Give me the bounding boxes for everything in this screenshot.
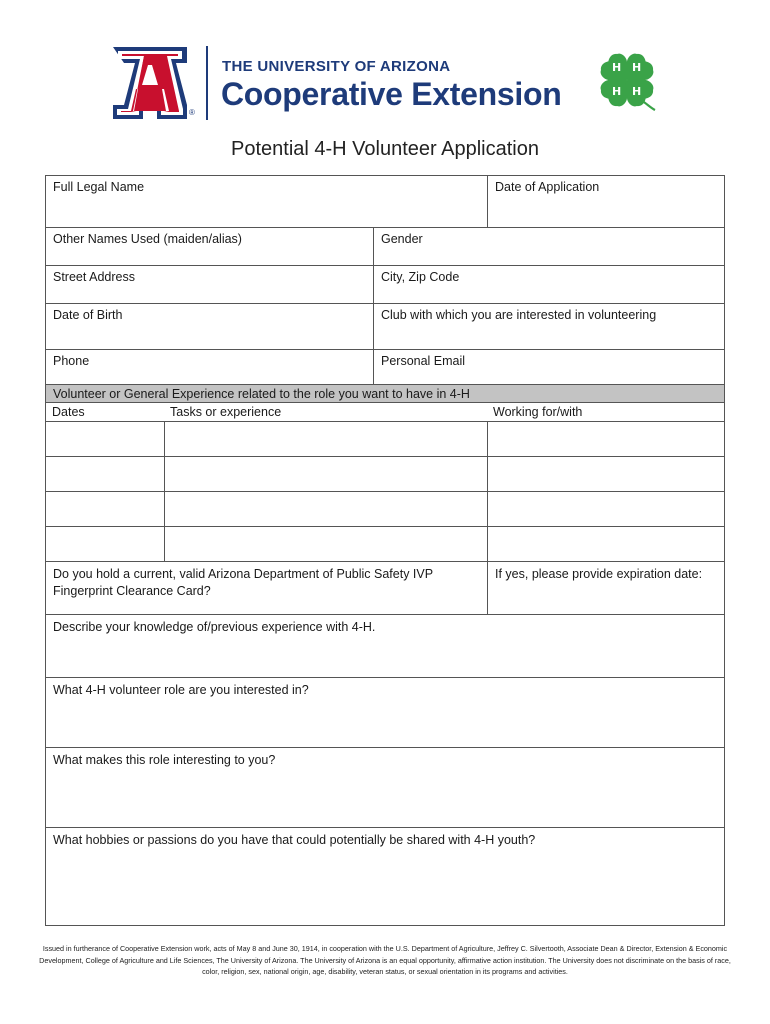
registered-mark: ® xyxy=(189,108,195,117)
fingerprint-card-field[interactable] xyxy=(45,561,488,615)
knowledge-question: Describe your knowledge of/previous experience with 4-H. xyxy=(53,620,376,634)
footer-disclaimer: Issued in furtherance of Cooperative Extension work, acts of May 8 and June 30, 1914, in cooperation with the U.S. Department of Agriculture, Jeffrey C. Silvertooth, Associate Dean & Director, Extension & Economic Development, College of Agriculture and Life Sciences, The University of Arizona. The University of Arizona is an equal opportunity, affirmative action institution. The University does not discriminate on the basis of race, color, religion, sex, national origin, age, disability, veteran status, or sexual orientation in its programs and activities. xyxy=(39,944,731,976)
column-header-tasks: Tasks or experience xyxy=(170,405,282,419)
extension-name: Cooperative Extension xyxy=(221,76,562,112)
role-answer-field[interactable] xyxy=(45,677,725,748)
column-header-dates: Dates xyxy=(52,405,85,419)
experience-working-for-cell[interactable] xyxy=(487,491,725,527)
phone-field[interactable] xyxy=(45,349,374,385)
svg-text:H: H xyxy=(612,85,622,98)
interest-question: What makes this role interesting to you? xyxy=(53,753,276,767)
city-zip-field[interactable] xyxy=(373,265,725,304)
experience-working-for-cell[interactable] xyxy=(487,456,725,492)
experience-working-for-cell[interactable] xyxy=(487,526,725,562)
university-name: THE UNIVERSITY OF ARIZONA xyxy=(222,58,451,75)
experience-dates-cell[interactable] xyxy=(45,526,165,562)
other-names-label: Other Names Used (maiden/alias) xyxy=(53,232,242,246)
personal-email-label: Personal Email xyxy=(381,354,466,368)
experience-working-for-cell[interactable] xyxy=(487,421,725,457)
full-legal-name-field[interactable] xyxy=(45,175,488,228)
phone-label: Phone xyxy=(53,354,90,368)
experience-dates-cell[interactable] xyxy=(45,491,165,527)
experience-tasks-cell[interactable] xyxy=(164,456,488,492)
svg-text:H: H xyxy=(632,61,642,74)
expiration-date-field[interactable] xyxy=(487,561,725,615)
other-names-field[interactable] xyxy=(45,227,374,266)
university-of-arizona-block-a-logo-icon xyxy=(113,47,187,119)
header-divider xyxy=(206,46,208,120)
expiration-date-label: If yes, please provide expiration date: xyxy=(495,567,703,581)
date-of-birth-field[interactable] xyxy=(45,303,374,350)
full-legal-name-label: Full Legal Name xyxy=(53,180,145,194)
date-of-application-label: Date of Application xyxy=(495,180,600,194)
experience-section-heading: Volunteer or General Experience related to the role you want to have in 4-H xyxy=(45,384,725,403)
gender-label: Gender xyxy=(381,232,423,246)
date-of-birth-label: Date of Birth xyxy=(53,308,123,322)
date-of-application-field[interactable] xyxy=(487,175,725,228)
interest-answer-field[interactable] xyxy=(45,747,725,828)
experience-dates-cell[interactable] xyxy=(45,456,165,492)
gender-field[interactable] xyxy=(373,227,725,266)
hobbies-question: What hobbies or passions do you have that could potentially be shared with 4-H youth? xyxy=(53,833,536,847)
club-label: Club with which you are interested in volunteering xyxy=(381,308,657,322)
city-zip-label: City, Zip Code xyxy=(381,270,460,284)
experience-tasks-cell[interactable] xyxy=(164,526,488,562)
4h-clover-icon xyxy=(597,50,657,112)
personal-email-field[interactable] xyxy=(373,349,725,385)
form-title: Potential 4-H Volunteer Application xyxy=(231,138,539,160)
experience-header-row xyxy=(45,402,725,422)
knowledge-answer-field[interactable] xyxy=(45,614,725,678)
street-address-field[interactable] xyxy=(45,265,374,304)
club-field[interactable] xyxy=(373,303,725,350)
experience-dates-cell[interactable] xyxy=(45,421,165,457)
street-address-label: Street Address xyxy=(53,270,135,284)
svg-text:H: H xyxy=(632,85,642,98)
hobbies-answer-field[interactable] xyxy=(45,827,725,926)
role-question: What 4-H volunteer role are you interested in? xyxy=(53,683,309,697)
svg-text:H: H xyxy=(612,61,622,74)
experience-tasks-cell[interactable] xyxy=(164,421,488,457)
fingerprint-card-question: Do you hold a current, valid Arizona Department of Public Safety IVP Fingerprint Clearance Card? xyxy=(53,567,433,598)
experience-tasks-cell[interactable] xyxy=(164,491,488,527)
column-header-working-for: Working for/with xyxy=(493,405,583,419)
